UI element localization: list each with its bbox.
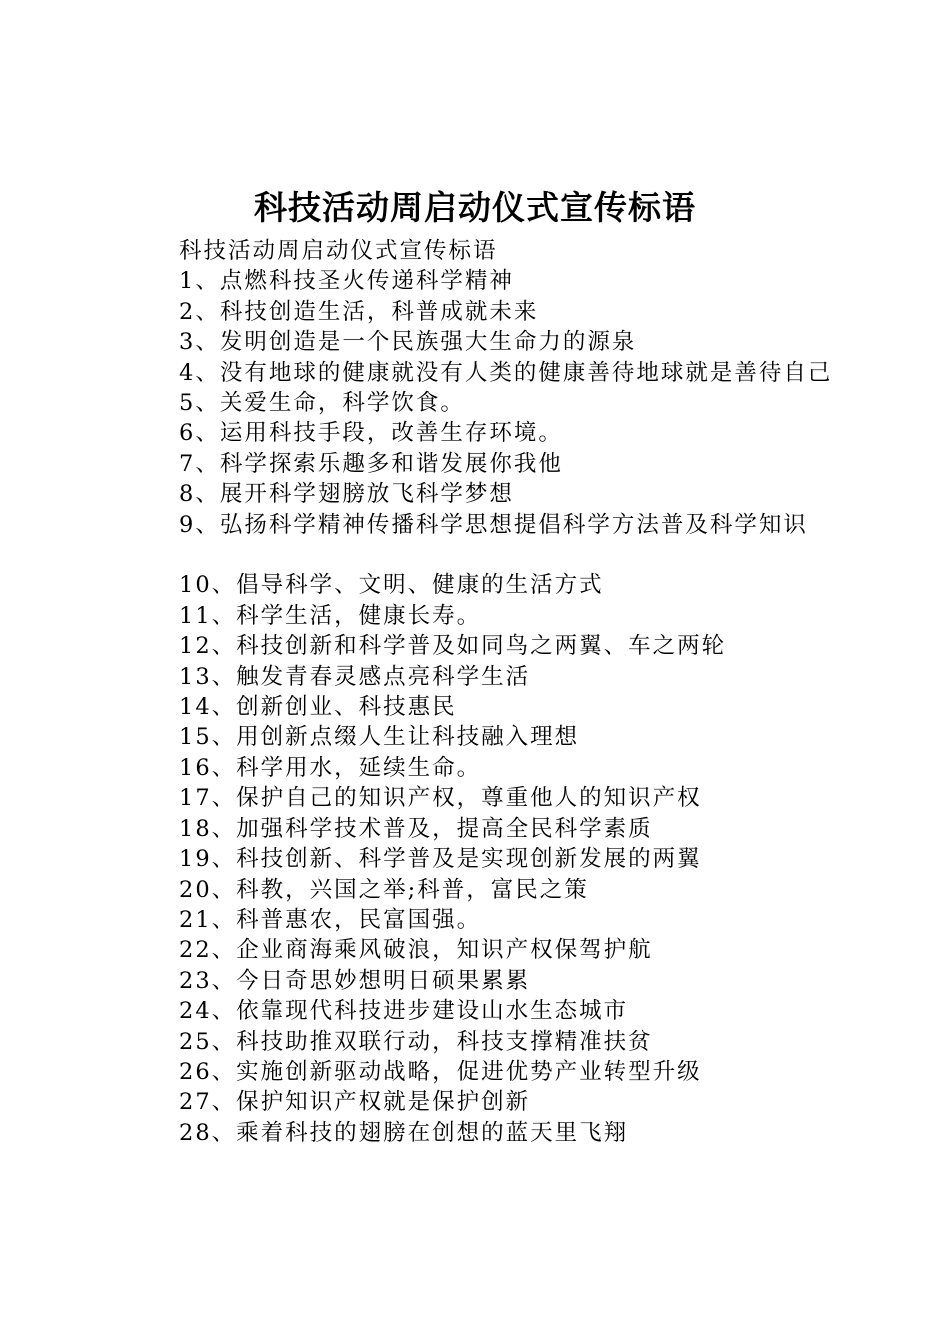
slogan-item: 2、科技创造生活，科普成就未来	[179, 298, 539, 325]
slogan-item: 13、触发青春灵感点亮科学生活	[179, 663, 531, 690]
slogan-item: 10、倡导科学、文明、健康的生活方式	[179, 572, 604, 599]
document-body	[130, 236, 836, 1148]
slogan-item: 22、企业商海乘风破浪，知识产权保驾护航	[179, 937, 653, 964]
slogan-item: 23、今日奇思妙想明日硕果累累	[179, 967, 531, 994]
slogan-item: 9、弘扬科学精神传播科学思想提倡科学方法普及科学知识	[179, 511, 808, 538]
slogan-item: 11、科学生活，健康长寿。	[179, 602, 482, 629]
slogan-item: 19、科技创新、科学普及是实现创新发展的两翼	[179, 846, 702, 873]
blank-line	[130, 540, 836, 570]
slogan-item: 14、创新创业、科技惠民	[179, 694, 457, 721]
slogan-item: 5、关爱生命，科学饮食。	[179, 390, 465, 417]
slogan-item: 25、科技助推双联行动，科技支撑精准扶贫	[179, 1028, 653, 1055]
slogan-item: 12、科技创新和科学普及如同鸟之两翼、车之两轮	[179, 633, 727, 660]
slogan-item: 26、实施创新驱动战略，促进优势产业转型升级	[179, 1058, 702, 1085]
slogan-item: 6、运用科技手段，改善生存环境。	[179, 420, 563, 447]
slogan-item: 18、加强科学技术普及，提高全民科学素质	[179, 815, 653, 842]
slogan-item: 8、展开科学翅膀放飞科学梦想	[179, 481, 514, 508]
slogan-item: 4、没有地球的健康就没有人类的健康善待地球就是善待自己	[179, 359, 833, 386]
slogan-item: 28、乘着科技的翅膀在创想的蓝天里飞翔	[179, 1119, 629, 1146]
slogan-item: 24、依靠现代科技进步建设山水生态城市	[179, 998, 629, 1025]
document-title: 科技活动周启动仪式宣传标语	[254, 188, 696, 227]
slogan-item: 3、发明创造是一个民族强大生命力的源泉	[179, 329, 637, 356]
slogan-item: 27、保护知识产权就是保护创新	[179, 1089, 531, 1116]
slogan-item: 7、科学探索乐趣多和谐发展你我他	[179, 450, 563, 477]
slogan-item: 16、科学用水，延续生命。	[179, 754, 482, 781]
slogan-item: 15、用创新点缀人生让科技融入理想	[179, 724, 580, 751]
slogan-item: 21、科普惠农，民富国强。	[179, 906, 482, 933]
slogan-item: 17、保护自己的知识产权，尊重他人的知识产权	[179, 785, 702, 812]
slogan-item: 1、点燃科技圣火传递科学精神	[179, 268, 514, 295]
slogan-item: 20、科教，兴国之举;科普，富民之策	[179, 876, 589, 903]
intro-line: 科技活动周启动仪式宣传标语	[179, 238, 498, 264]
